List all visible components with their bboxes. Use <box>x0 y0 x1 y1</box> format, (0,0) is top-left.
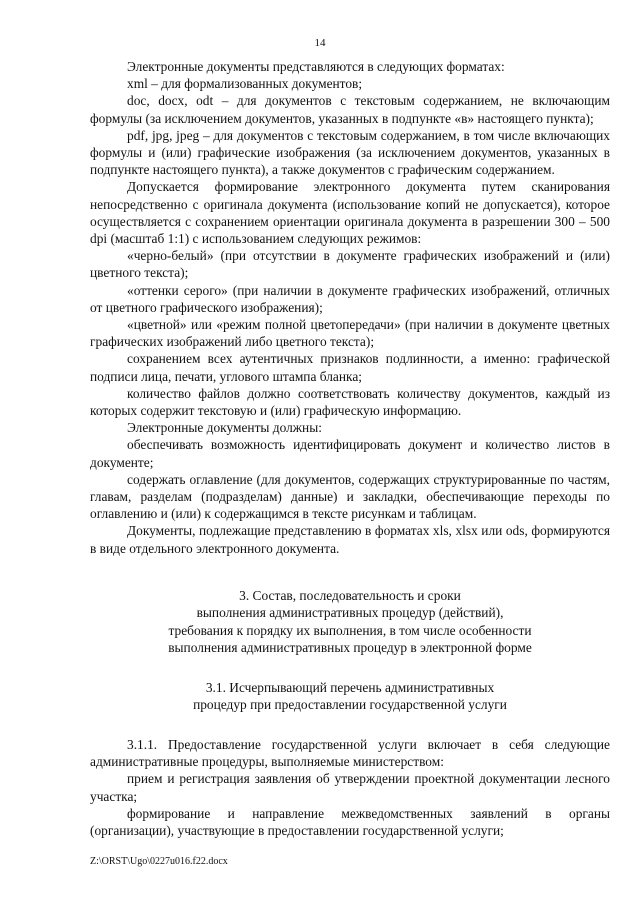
paragraph: pdf, jpg, jpeg – для документов с текстовым содержанием, в том числе включающих формулы и (или) графические изображения (за исключением документов, указанных в подпункте настоящего пункта), а также документов с графическим содержанием. <box>90 127 610 178</box>
paragraph: Электронные документы представляются в следующих форматах: <box>127 59 505 74</box>
document-body <box>90 58 610 839</box>
paragraph: содержать оглавление (для документов, содержащих структурированные по частям, главам, разделам (подразделам) данные) и закладки, обеспечивающие переходы по оглавлению и (или) к содержащимся в тексте рисункам и таблицам. <box>90 471 610 522</box>
subsection-heading-line: 3.1. Исчерпывающий перечень административных <box>205 679 495 695</box>
paragraph: doc, docx, odt – для документов с текстовым содержанием, не включающим формулы (за исключением документов, указанных в подпункте «в» настоящего пункта); <box>90 93 610 126</box>
paragraph: прием и регистрация заявления об утверждении проектной документации лесного участка; <box>90 771 610 804</box>
paragraph: 3.1.1. Предоставление государственной услуги включает в себя следующие административные процедуры, выполняемые министерством: <box>90 736 610 770</box>
paragraph: «черно-белый» (при отсутствии в документе графических изображений и (или) цветного текста); <box>90 248 610 281</box>
paragraph: количество файлов должно соответствовать количеству документов, каждый из которых содержит текстовую и (или) графическую информацию. <box>90 385 610 419</box>
subsection-heading <box>90 679 610 714</box>
spacer <box>90 557 610 587</box>
subsection-heading-line: процедур при предоставлении государственной услуги <box>193 697 507 713</box>
footer-file-path: Z:\ORST\Ugo\0227u016.f22.docx <box>90 856 228 867</box>
paragraph: Допускается формирование электронного документа путем сканирования непосредственно с оригинала документа (использование копий не допускается), которое осуществляется с сохранением ориентации оригинала документа в разрешении 300 – 500 dpi (масштаб 1:1) с использованием следующих режимов: <box>90 179 610 247</box>
paragraph: «цветной» или «режим полной цветопередачи» (при наличии в документе цветных графических изображений либо цветного текста); <box>90 317 610 350</box>
paragraph: обеспечивать возможность идентифицировать документ и количество листов в документе; <box>90 437 610 470</box>
paragraph: формирование и направление межведомственных заявлений в органы (организации), участвующие в предоставлении государственной услуги; <box>90 805 610 838</box>
paragraph: xml – для формализованных документов; <box>127 76 363 92</box>
section-heading-line: требования к порядку их выполнения, в том числе особенности <box>168 622 532 638</box>
page-number: 14 <box>314 37 326 49</box>
section-heading-line: выполнения административных процедур (действий), <box>196 605 504 621</box>
section-heading <box>90 587 610 657</box>
paragraph: Электронные документы должны: <box>127 420 322 436</box>
paragraph: сохранением всех аутентичных признаков подлинности, а именно: графической подписи лица, печати, углового штампа бланка; <box>90 351 610 384</box>
spacer <box>90 714 610 736</box>
section-heading-line: выполнения административных процедур в электронной форме <box>168 640 532 656</box>
paragraph: «оттенки серого» (при наличии в документе графических изображений, отличных от цветного графического изображения); <box>90 282 610 315</box>
section-heading-line: 3. Состав, последовательность и сроки <box>239 587 461 603</box>
paragraph: Документы, подлежащие представлению в форматах xls, xlsx или ods, формируются в виде отдельного электронного документа. <box>90 523 610 556</box>
